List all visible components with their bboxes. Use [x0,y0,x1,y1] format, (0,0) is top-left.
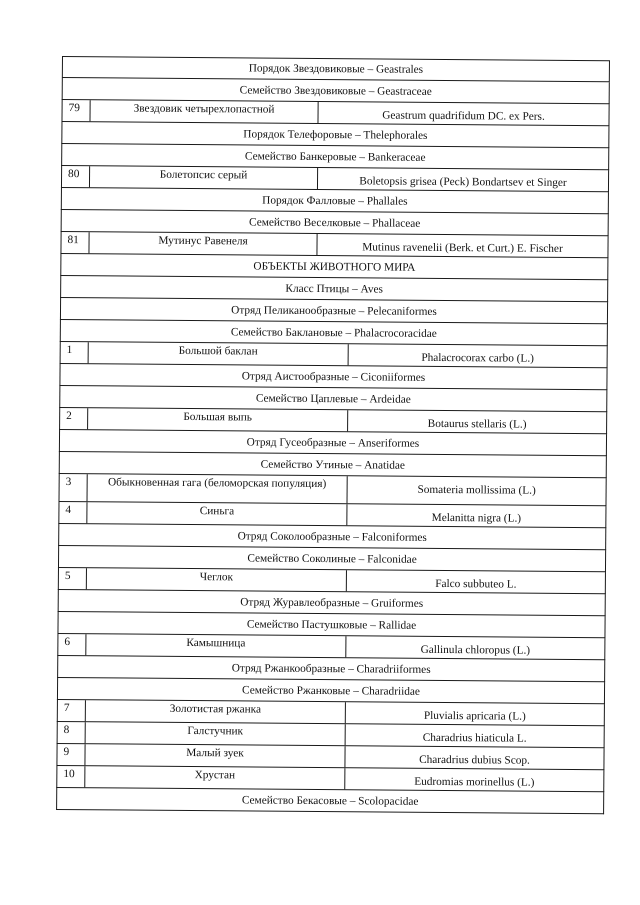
species-russian-name: Мутинус Равенеля [89,232,317,255]
species-number: 80 [62,166,90,187]
section-header-row: Класс Птицы – Aves [60,276,608,302]
species-russian-name: Обыкновенная гага (беломорская популяция) [88,474,348,503]
section-header-row: Порядок Звездовиковые – Geastrales [62,56,610,82]
species-russian-name: Галстучник [86,722,346,745]
species-table [56,56,610,814]
species-russian-name: Чеглок [87,568,347,591]
species-russian-name: Золотистая ржанка [86,700,346,723]
species-number: 4 [59,502,87,523]
species-latin-name: Botaurus stellaris (L.) [427,417,527,431]
species-latin-name: Melanitta nigra (L.) [431,511,522,525]
species-latin-name: Boletopsis grisea (Peck) Bondartsev et Singer [359,175,567,189]
species-number: 10 [57,766,85,787]
section-header-row: Семейство Утиные – Anatidae [59,452,607,478]
species-russian-name: Звездовик четырехлопастной [90,100,318,123]
species-number: 3 [60,474,88,501]
species-latin-name: Pluvialis apricaria (L.) [423,709,526,723]
section-header-row: Отряд Ржанкообразные – Charadriiformes [57,656,605,682]
species-row [58,474,606,506]
section-header-row: Семейство Соколиные – Falconidae [58,546,606,572]
species-latin-name: Mutinus ravenelii (Berk. et Curt.) E. Fischer [362,241,563,255]
species-russian-name: Синьга [87,502,347,525]
species-number: 5 [59,568,87,589]
species-latin-name: Eudromias morinellus (L.) [414,775,535,789]
species-latin-name: Geastrum quadrifidum DC. ex Pers. [382,109,545,123]
section-header-row: Отряд Гусеобразные – Anseriformes [59,430,607,456]
species-number: 7 [58,700,86,721]
species-latin-name: Somateria mollissima (L.) [417,483,536,497]
section-header-row: Семейство Пастушковые – Rallidae [57,612,605,638]
section-header-row: Порядок Фалловые – Phallales [61,188,609,214]
species-number: 1 [61,342,89,363]
species-latin-name: Gallinula chloropus (L.) [420,643,531,657]
section-header-row: Отряд Пеликанообразные – Pelecaniformes [60,298,608,324]
species-latin-name: Falco subbuteo L. [435,577,517,591]
section-header-row: Семейство Веселковые – Phallaceae [61,210,609,236]
species-russian-name: Большой баклан [89,342,349,365]
species-russian-name: Хрустан [85,766,345,789]
section-header-row: Порядок Телефоровые – Thelephorales [61,122,609,148]
species-number: 79 [62,100,90,121]
species-russian-name: Болетопсис серый [90,166,318,189]
section-header-row: Семейство Цаплевые – Ardeidae [59,386,607,412]
species-number: 8 [58,722,86,743]
species-number: 9 [57,744,85,765]
section-header-row: ОБЪЕКТЫ ЖИВОТНОГО МИРА [60,254,608,280]
species-latin-name: Charadrius dubius Scop. [419,753,530,767]
section-header-row: Семейство Баклановые – Phalacrocoracidae [60,320,608,346]
species-number: 2 [60,408,88,429]
species-russian-name: Малый зуек [85,744,345,767]
species-latin-name: Charadrius hiaticula L. [422,731,527,745]
section-header-row: Семейство Банкеровые – Bankeraceae [61,144,609,170]
section-header-row: Семейство Звездовиковые – Geastraceae [62,78,610,104]
species-number: 6 [58,634,86,655]
species-number: 81 [61,232,89,253]
species-russian-name: Большая выпь [88,408,348,431]
section-header-row: Семейство Бекасовые – Scolopacidae [56,788,604,814]
section-header-row: Отряд Журавлеобразные – Gruiformes [58,590,606,616]
species-russian-name: Камышница [86,634,346,657]
section-header-row: Семейство Ржанковые – Charadriidae [57,678,605,704]
section-header-row: Отряд Аистообразные – Ciconiiformes [59,364,607,390]
species-latin-name: Phalacrocorax carbo (L.) [421,351,534,365]
section-header-row: Отряд Соколообразные – Falconiformes [58,524,606,550]
